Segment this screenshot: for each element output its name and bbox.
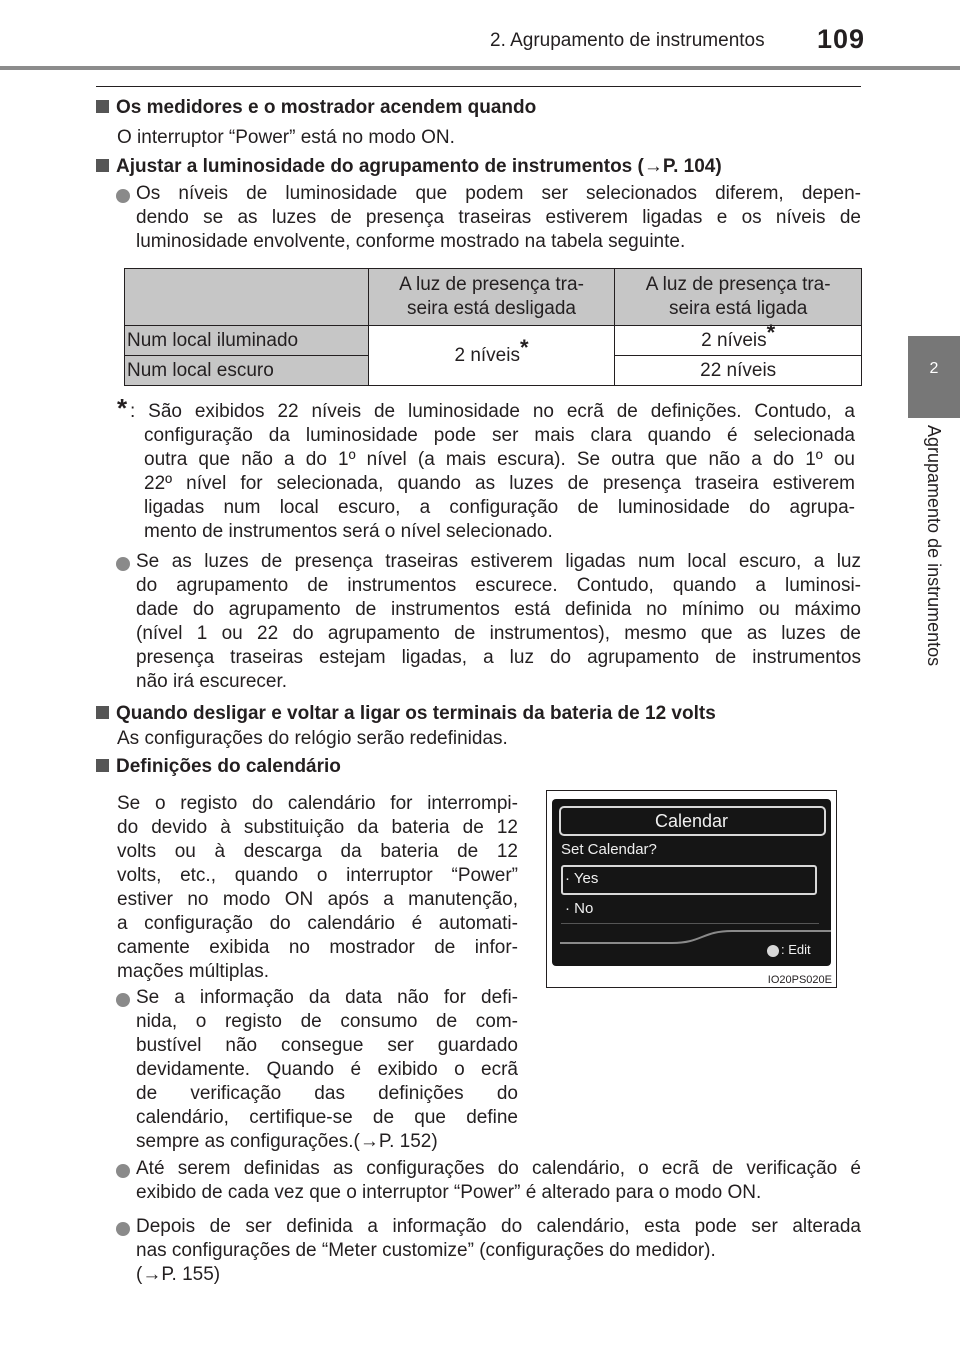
square-bullet-icon	[96, 159, 109, 172]
table-header-line: A luz de presença tra-	[399, 274, 584, 295]
text-line: sempre as configurações.(→P. 152)	[136, 1131, 438, 1152]
text-line: outra que não a do 1º nível (a mais escura). Se outra que não a do 1º ou	[144, 449, 855, 470]
option-yes: · Yes	[565, 870, 599, 887]
square-bullet-icon	[96, 706, 109, 719]
figure-id: IO20PS020E	[767, 974, 832, 986]
chapter-title: 2. Agrupamento de instrumentos	[490, 30, 765, 51]
dial-icon	[767, 945, 779, 957]
section-heading-brightness	[96, 155, 722, 179]
text-line: volts, etc., quando o interruptor “Power”	[117, 865, 518, 886]
calendar-paragraph	[117, 792, 518, 984]
table-header-cell	[368, 269, 615, 326]
section-heading-text: Quando desligar e voltar a ligar os terminais da bateria de 12 volts	[116, 703, 716, 724]
table-header-line: A luz de presença tra-	[645, 274, 831, 295]
round-bullet-icon	[116, 189, 130, 203]
text-line: do agrupamento de instrumentos escurece. Contudo, quando a luminosi-	[136, 575, 861, 596]
table-header-line: seira está desligada	[407, 298, 576, 319]
display-screen	[552, 799, 831, 966]
chapter-tab-label	[924, 425, 944, 667]
section-heading-text: Definições do calendário	[116, 756, 341, 777]
text-line: bustível não consegue ser guardado	[136, 1035, 518, 1056]
table-row-label: Num local escuro	[125, 356, 369, 386]
section-heading-gauges	[96, 96, 536, 120]
calendar-figure	[546, 790, 837, 988]
text-line: camente exibida no mostrador de infor-	[117, 937, 518, 958]
text-line: Até serem definidas as configurações do calendário, o ecrã de verificação é	[136, 1158, 861, 1179]
text-line: 22º nível for selecionada, quando as luzes de presença traseira estiverem	[144, 473, 855, 494]
option-no: · No	[565, 900, 594, 917]
bullet-paragraph	[136, 1215, 861, 1287]
text-line: (→P. 155)	[136, 1264, 221, 1285]
section-heading-text: Os medidores e o mostrador acendem quando	[116, 97, 537, 118]
text-line: devidamente. Quando é exibido o ecrã	[136, 1059, 518, 1080]
table-header-line: seira está ligada	[668, 298, 808, 319]
asterisk-mark: *	[766, 319, 776, 345]
text-line: : São exibidos 22 níveis de luminosidade no ecrã de definições. Contudo, a	[130, 401, 855, 422]
text-line: dendo se as luzes de presença traseiras estiverem ligadas e os níveis de	[136, 207, 861, 228]
section-heading-text: Ajustar a luminosidade do agrupamento de instrumentos (→P. 104)	[116, 156, 722, 177]
screen-prompt: Set Calendar?	[561, 841, 657, 858]
footnote	[130, 400, 855, 424]
text-line: a configuração do calendário é automati-	[117, 913, 518, 934]
text-line: (nível 1 ou 22 do agrupamento de instrumentos), mesmo que as luzes de	[136, 623, 861, 644]
text-line: presença traseiras estejam ligadas, a luz do agrupamento de instrumentos	[136, 647, 861, 668]
table-cell-text: 2 níveis	[701, 329, 767, 351]
table-cell-text: 2 níveis	[454, 344, 520, 366]
text-line: mações múltiplas.	[117, 961, 270, 982]
square-bullet-icon	[96, 759, 109, 772]
bullet-paragraph	[136, 550, 861, 694]
table-row-label: Num local iluminado	[125, 326, 369, 356]
table-cell-merged	[368, 326, 615, 386]
page-number: 109	[817, 24, 866, 54]
bullet-paragraph	[136, 1157, 861, 1205]
text-line: exibido de cada vez que o interruptor “Power” é alterado para o modo ON.	[136, 1182, 762, 1203]
bullet-paragraph	[136, 986, 518, 1154]
text-line: Se as luzes de presença traseiras estiverem ligadas num local escuro, a luz	[136, 551, 861, 572]
divider	[561, 923, 819, 924]
bullet-paragraph	[136, 182, 861, 254]
section-heading-calendar	[96, 755, 341, 779]
text-line: nida, o registo de consumo de com-	[136, 1011, 518, 1032]
text-line: configuração da luminosidade pode ser mais clara quando é selecionada	[144, 425, 855, 446]
text-line: não irá escurecer.	[136, 671, 288, 692]
text-line: de verificação das definições do	[136, 1083, 518, 1104]
brightness-table	[124, 268, 862, 386]
round-bullet-icon	[116, 1222, 130, 1236]
text-line: Se a informação da data não for defi-	[136, 987, 518, 1008]
text-line: Os níveis de luminosidade que podem ser selecionados diferem, depen-	[136, 183, 861, 204]
chapter-tab-number: 2	[929, 360, 939, 377]
text-line: mento de instrumentos será o nível selecionado.	[144, 521, 553, 542]
asterisk-mark: *	[519, 334, 529, 360]
screen-title: Calendar	[654, 811, 729, 831]
round-bullet-icon	[116, 1164, 130, 1178]
header-rule	[0, 66, 960, 70]
option-yes-highlight	[561, 865, 817, 895]
round-bullet-icon	[116, 993, 130, 1007]
text-line: do devido à substituição da bateria de 12	[117, 817, 518, 838]
footnote-asterisk: *	[117, 393, 128, 423]
table-cell: 22 níveis	[615, 356, 862, 386]
table-cell	[615, 319, 862, 356]
table-header-cell	[615, 269, 862, 326]
chapter-tab-label-text: Agrupamento de instrumentos	[924, 425, 944, 667]
text-line: estiver no modo ON após a manutenção,	[117, 889, 518, 910]
text-line: calendário, certifique-se de que define	[136, 1107, 518, 1128]
text-line: volts ou à descarga da bateria de 12	[117, 841, 518, 862]
round-bullet-icon	[116, 557, 130, 571]
text-line: dade do agrupamento de instrumentos está definida no mínimo ou máximo	[136, 599, 861, 620]
section-heading-battery	[96, 702, 716, 726]
text-line: nas configurações de “Meter customize” (configurações do medidor).	[136, 1240, 716, 1261]
square-bullet-icon	[96, 100, 109, 113]
section-text: O interruptor “Power” está no modo ON.	[117, 127, 455, 148]
edit-label: : Edit	[781, 942, 811, 957]
text-line: ligadas num local escuro, a configuração de luminosidade do agrupa-	[144, 497, 855, 518]
text-line: Se o registo do calendário for interrompi-	[117, 793, 518, 814]
section-rule	[96, 86, 861, 87]
text-line: Depois de ser definida a informação do calendário, esta pode ser alterada	[136, 1216, 861, 1237]
text-line: luminosidade envolvente, conforme mostrado na tabela seguinte.	[136, 231, 686, 252]
table-corner-cell	[125, 269, 369, 326]
footnote-continued	[144, 424, 855, 544]
section-text: As configurações do relógio serão redefinidas.	[117, 728, 508, 749]
